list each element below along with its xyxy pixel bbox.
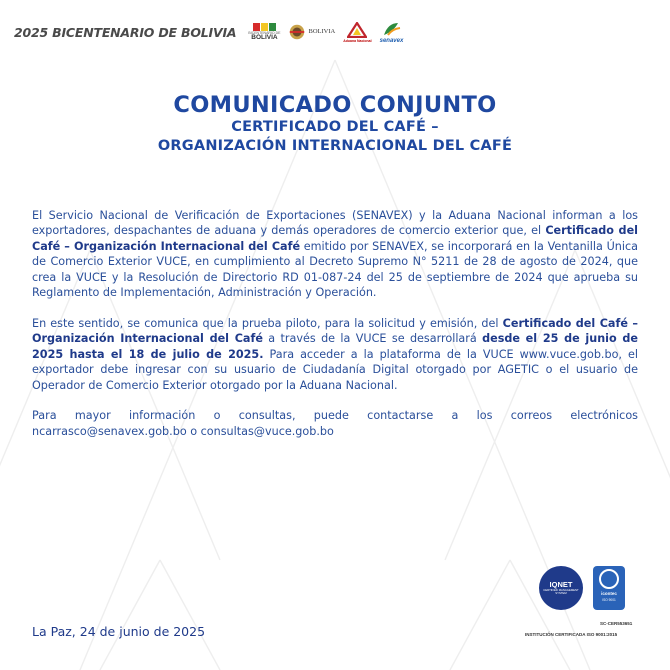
paragraph-1: El Servicio Nacional de Verificación de Exportaciones (SENAVEX) y la Aduana Nacional informan a los exportadores, despachantes de aduana y demás operadores de comercio exterior que, el Certificado del Café – Organización Internacional del Café emitido por SENAVEX, se incorporará en la Ventanilla Única de Comercio Exterior VUCE, en cumplimiento al Decreto Supremo N° 5211 de 28 de agosto de 2024, que crea la VUCE y la Resolución de Directorio RD 01-087-24 del 25 de septiembre de 2024 que aprueba su Reglamento de Implementación, Administración y Operación. bbox=[32, 209, 638, 300]
subtitle-line-2: ORGANIZACIÓN INTERNACIONAL DEL CAFÉ bbox=[157, 138, 513, 154]
iqnet-logo: IQNET CERTIFIED MANAGEMENT SYSTEM bbox=[539, 566, 583, 610]
header-bar bbox=[14, 16, 403, 48]
paragraph-3: Para mayor información o consultas, puede contactarse a los correos electrónicos ncarrasco@senavex.gob.bo o consultas@vuce.gob.bo bbox=[32, 409, 638, 438]
page-title: COMUNICADO CONJUNTO bbox=[173, 92, 497, 118]
senavex-logo: senavex bbox=[380, 21, 404, 44]
certification-text: INSTITUCIÓN CERTIFICADA ISO 9001:2015 bbox=[525, 632, 618, 637]
aduana-nacional-logo: Aduana Nacional bbox=[343, 22, 371, 43]
communique-body bbox=[32, 208, 638, 455]
coat-of-arms-icon bbox=[288, 23, 306, 41]
icontec-logo: icontec ISO 9001 bbox=[593, 566, 625, 610]
subtitle-line-1: CERTIFICADO DEL CAFÉ – bbox=[231, 119, 439, 135]
estado-plurinacional-logo: BOLIVIA bbox=[288, 23, 335, 41]
bicentenario-text: 2025 BICENTENARIO DE BOLIVIA bbox=[14, 24, 237, 40]
certificate-code: SC-CER553651 bbox=[600, 621, 633, 626]
bicentenario-logo: BICENTENARIO DE BOLIVIA bbox=[248, 23, 280, 42]
certification-block bbox=[525, 566, 645, 646]
aduana-triangle-icon bbox=[347, 22, 367, 38]
icontec-circle-icon bbox=[599, 569, 619, 589]
senavex-leaf-icon bbox=[380, 21, 402, 37]
paragraph-2: En este sentido, se comunica que la prueba piloto, para la solicitud y emisión, del Certificado del Café – Organización Internacional del Café a través de la VUCE se desarrollará desde el 25 de junio de 2025 hasta el 18 de julio de 2025. Para acceder a la plataforma de la VUCE www.vuce.gob.bo, el exportador debe ingresar con su usuario de Ciudadanía Digital otorgado por AGETIC o el usuario de Operador de Comercio Exterior otorgado por la Aduana Nacional. bbox=[32, 316, 638, 392]
date-location: La Paz, 24 de junio de 2025 bbox=[32, 624, 206, 639]
title-block bbox=[0, 92, 670, 156]
